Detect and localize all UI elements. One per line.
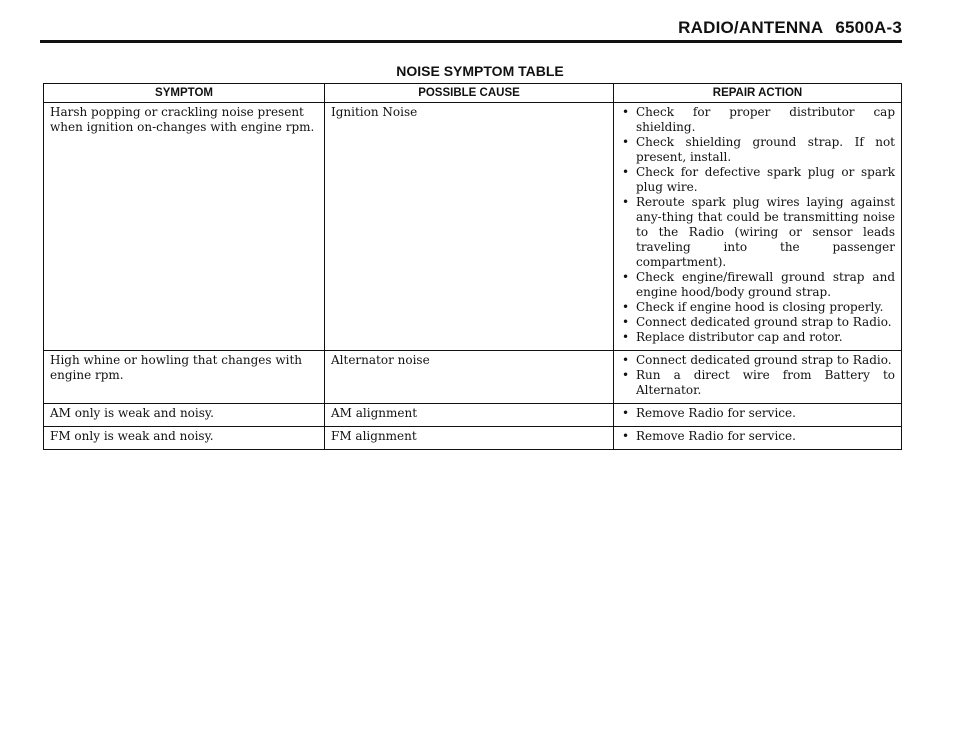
column-header-symptom: SYMPTOM — [44, 84, 325, 103]
repair-action-item — [620, 165, 895, 195]
repair-action-item — [620, 330, 895, 345]
repair-action-text: Check shielding ground strap. If not present, install. — [636, 135, 895, 164]
repair-action-list — [620, 406, 895, 421]
repair-action-text: Remove Radio for service. — [636, 406, 796, 420]
repair-action-text: Check for proper distributor cap shielding. — [636, 105, 895, 134]
column-header-possible-cause: POSSIBLE CAUSE — [325, 84, 614, 103]
repair-action-text: Replace distributor cap and rotor. — [636, 330, 843, 344]
repair-action-cell — [614, 404, 902, 427]
repair-action-list — [620, 353, 895, 398]
symptom-cell: High whine or howling that changes with engine rpm. — [44, 351, 325, 404]
table-body — [44, 103, 902, 450]
repair-action-item — [620, 315, 895, 330]
bullet-icon: • — [622, 406, 630, 420]
bullet-icon: • — [622, 270, 630, 284]
table-row — [44, 103, 902, 351]
table-row — [44, 351, 902, 404]
page-header — [40, 16, 902, 43]
repair-action-item — [620, 300, 895, 315]
column-header-repair-action: REPAIR ACTION — [614, 84, 902, 103]
bullet-icon: • — [622, 315, 630, 329]
possible-cause-cell: Alternator noise — [325, 351, 614, 404]
repair-action-list — [620, 429, 895, 444]
noise-symptom-table — [43, 83, 902, 450]
repair-action-text: Check engine/firewall ground strap and engine hood/body ground strap. — [636, 270, 895, 299]
repair-action-item — [620, 105, 895, 135]
table-row — [44, 404, 902, 427]
repair-action-item — [620, 135, 895, 165]
bullet-icon: • — [622, 429, 630, 443]
bullet-icon: • — [622, 135, 630, 149]
bullet-icon: • — [622, 300, 630, 314]
repair-action-item — [620, 353, 895, 368]
bullet-icon: • — [622, 105, 630, 119]
symptom-cell: FM only is weak and noisy. — [44, 427, 325, 450]
repair-action-item — [620, 368, 895, 398]
table-row — [44, 427, 902, 450]
possible-cause-cell: Ignition Noise — [325, 103, 614, 351]
bullet-icon: • — [622, 330, 630, 344]
page-number: 6500A-3 — [835, 18, 902, 37]
repair-action-list — [620, 105, 895, 345]
repair-action-item — [620, 429, 895, 444]
page-header-text — [678, 18, 902, 38]
symptom-cell: AM only is weak and noisy. — [44, 404, 325, 427]
bullet-icon: • — [622, 368, 630, 382]
repair-action-item — [620, 270, 895, 300]
repair-action-text: Remove Radio for service. — [636, 429, 796, 443]
repair-action-cell — [614, 351, 902, 404]
bullet-icon: • — [622, 195, 630, 209]
repair-action-cell — [614, 427, 902, 450]
section-title: RADIO/ANTENNA — [678, 18, 824, 37]
repair-action-text: Check for defective spark plug or spark plug wire. — [636, 165, 895, 194]
repair-action-item — [620, 406, 895, 421]
possible-cause-cell: FM alignment — [325, 427, 614, 450]
bullet-icon: • — [622, 165, 630, 179]
table-title: NOISE SYMPTOM TABLE — [396, 63, 564, 79]
repair-action-item — [620, 195, 895, 270]
repair-action-text: Check if engine hood is closing properly. — [636, 300, 884, 314]
repair-action-cell — [614, 103, 902, 351]
bullet-icon: • — [622, 353, 630, 367]
table-header-row — [44, 84, 902, 103]
symptom-cell: Harsh popping or crackling noise present when ignition on-changes with engine rpm. — [44, 103, 325, 351]
repair-action-text: Connect dedicated ground strap to Radio. — [636, 315, 892, 329]
possible-cause-cell: AM alignment — [325, 404, 614, 427]
repair-action-text: Run a direct wire from Battery to Alternator. — [636, 368, 895, 397]
repair-action-text: Reroute spark plug wires laying against any-thing that could be transmitting noise to the Radio (wiring or sensor leads traveling into the passenger compartment). — [636, 195, 895, 269]
repair-action-text: Connect dedicated ground strap to Radio. — [636, 353, 892, 367]
